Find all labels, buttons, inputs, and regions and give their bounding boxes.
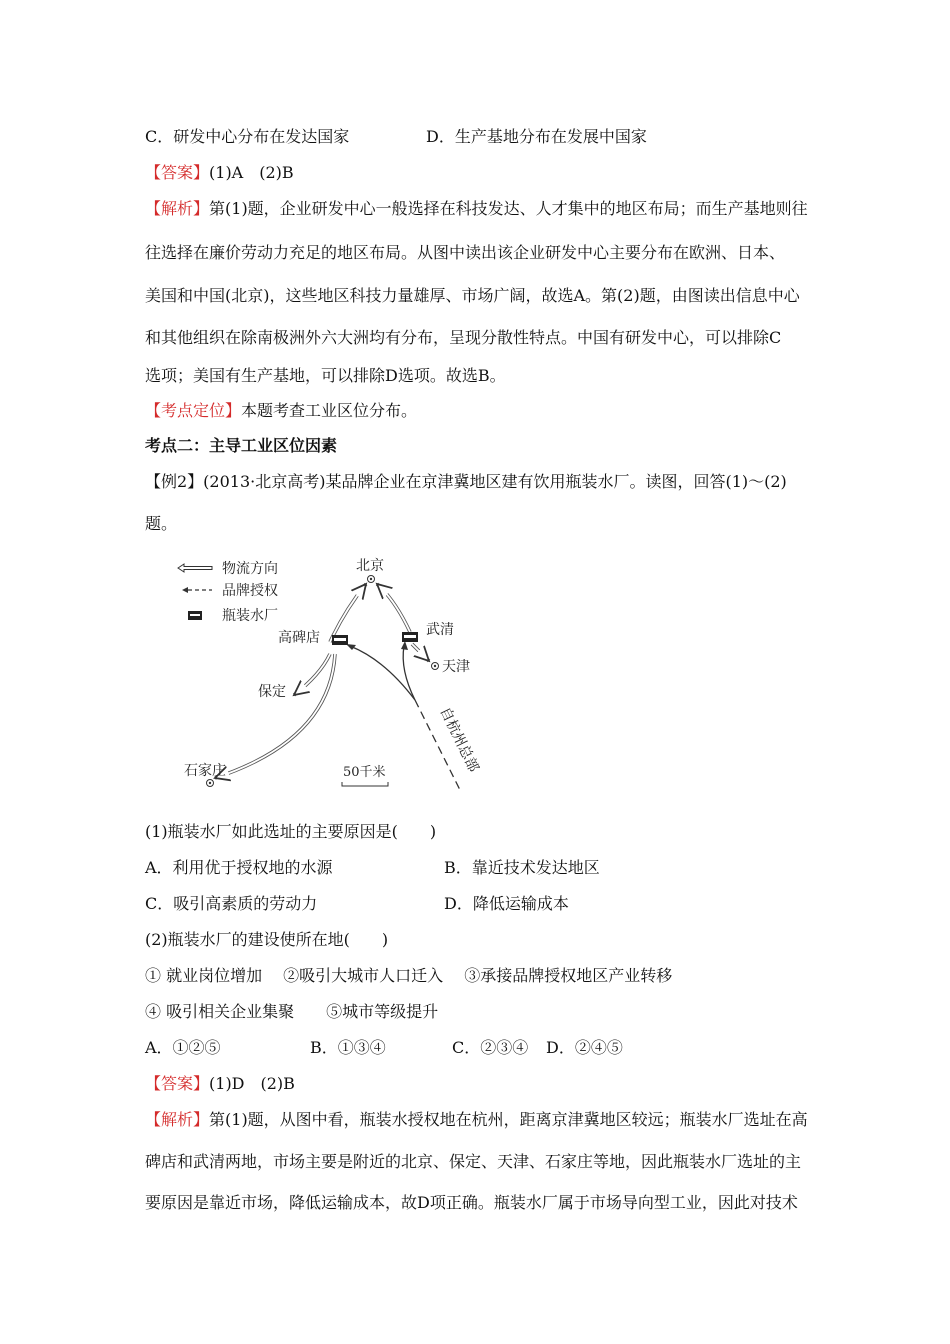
q2-option-d: D．②④⑤ [546, 1038, 623, 1057]
city-tianjin-marker-icon [432, 663, 439, 670]
option-c-prev: C．研发中心分布在发达国家 [145, 127, 350, 146]
analysis-1-line-5: 选项；美国有生产基地，可以排除D选项。故选B。 [145, 366, 506, 385]
answer-tag: 【答案】 [145, 163, 210, 182]
q2-stem: (2)瓶装水厂的建设使所在地( ) [145, 930, 389, 949]
analysis-1-line-1 [145, 199, 808, 219]
bottled-water-map [170, 550, 500, 800]
answer-2-tag: 【答案】 [145, 1074, 210, 1093]
q1-option-d: D．降低运输成本 [444, 894, 569, 913]
kaodian-tag: 【考点定位】 [145, 401, 242, 420]
answer-1 [145, 163, 294, 183]
answer-text: (1)A (2)B [209, 163, 294, 182]
factory-gaobeidian-icon [332, 635, 348, 645]
legend-factory-icon [188, 611, 202, 620]
analysis-2-text: 第(1)题，从图中看，瓶装水授权地在杭州，距离京津冀地区较远；瓶装水厂选址在高 [209, 1110, 808, 1129]
analysis-2-line-1 [145, 1110, 808, 1130]
legend-flow-label: 物流方向 [222, 561, 278, 577]
example-2-line-1: 【例2】(2013·北京高考)某品牌企业在京津冀地区建有饮用瓶装水厂。读图，回答(1)～(2) [145, 472, 787, 491]
example-2-line-2: 题。 [145, 514, 178, 533]
q1-option-c: C．吸引高素质的劳动力 [145, 894, 318, 913]
q1-stem: (1)瓶装水厂如此选址的主要原因是( ) [145, 822, 437, 841]
factory-wuqing-icon [402, 632, 418, 642]
city-shijiazhuang: 石家庄 [184, 763, 226, 779]
legend-license-arrow-icon [182, 587, 212, 593]
hq-label: 自杭州总部 [436, 704, 482, 775]
q2-option-a: A．①②⑤ [145, 1038, 221, 1057]
scale-label: 50千米 [343, 765, 386, 780]
kaodian-text: 本题考查工业区位分布。 [241, 401, 418, 420]
city-beijing-marker-icon [368, 576, 375, 583]
legend-flow-arrow-icon [178, 564, 212, 572]
city-baoding: 保定 [258, 684, 286, 700]
legend-factory-label: 瓶装水厂 [222, 608, 278, 624]
analysis-text: 第(1)题，企业研发中心一般选择在科技发达、人才集中的地区布局；而生产基地则往 [209, 199, 808, 218]
analysis-2-line-3: 要原因是靠近市场，降低运输成本，故D项正确。瓶装水厂属于市场导向型工业，因此对技术 [145, 1193, 798, 1212]
city-tianjin: 天津 [442, 659, 470, 675]
city-wuqing: 武清 [426, 622, 454, 638]
analysis-1-line-4: 和其他组织在除南极洲外六大洲均有分布，呈现分散性特点。中国有研发中心，可以排除C [145, 328, 782, 347]
analysis-2-tag: 【解析】 [145, 1110, 210, 1129]
legend-license-label: 品牌授权 [222, 583, 278, 599]
city-shijiazhuang-marker-icon [207, 780, 214, 787]
answer-2-text: (1)D (2)B [209, 1074, 295, 1093]
answer-2 [145, 1074, 295, 1094]
city-gaobeidian: 高碑店 [278, 630, 320, 646]
analysis-tag: 【解析】 [145, 199, 210, 218]
analysis-1-line-3: 美国和中国(北京)，这些地区科技力量雄厚、市场广阔，故选A。第(2)题，由图读出信息中心 [145, 286, 800, 305]
q2-items-2: ④ 吸引相关企业集聚 ⑤城市等级提升 [145, 1002, 439, 1021]
scale-bar [342, 782, 388, 786]
q1-option-a: A．利用优于授权地的水源 [145, 858, 333, 877]
section-title: 考点二：主导工业区位因素 [145, 436, 338, 455]
city-beijing: 北京 [356, 558, 384, 574]
kaodian [145, 401, 417, 421]
q2-option-b: B．①③④ [310, 1038, 386, 1057]
legend [178, 560, 278, 624]
q2-option-c: C．②③④ [452, 1038, 529, 1057]
q1-option-b: B．靠近技术发达地区 [444, 858, 600, 877]
analysis-2-line-2: 碑店和武清两地，市场主要是附近的北京、保定、天津、石家庄等地，因此瓶装水厂选址的主 [145, 1152, 802, 1171]
analysis-1-line-2: 往选择在廉价劳动力充足的地区布局。从图中读出该企业研发中心主要分布在欧洲、日本、 [145, 243, 786, 262]
option-d-prev: D．生产基地分布在发展中国家 [426, 127, 647, 146]
q2-items-1: ① 就业岗位增加 ②吸引大城市人口迁入 ③承接品牌授权地区产业转移 [145, 966, 673, 985]
